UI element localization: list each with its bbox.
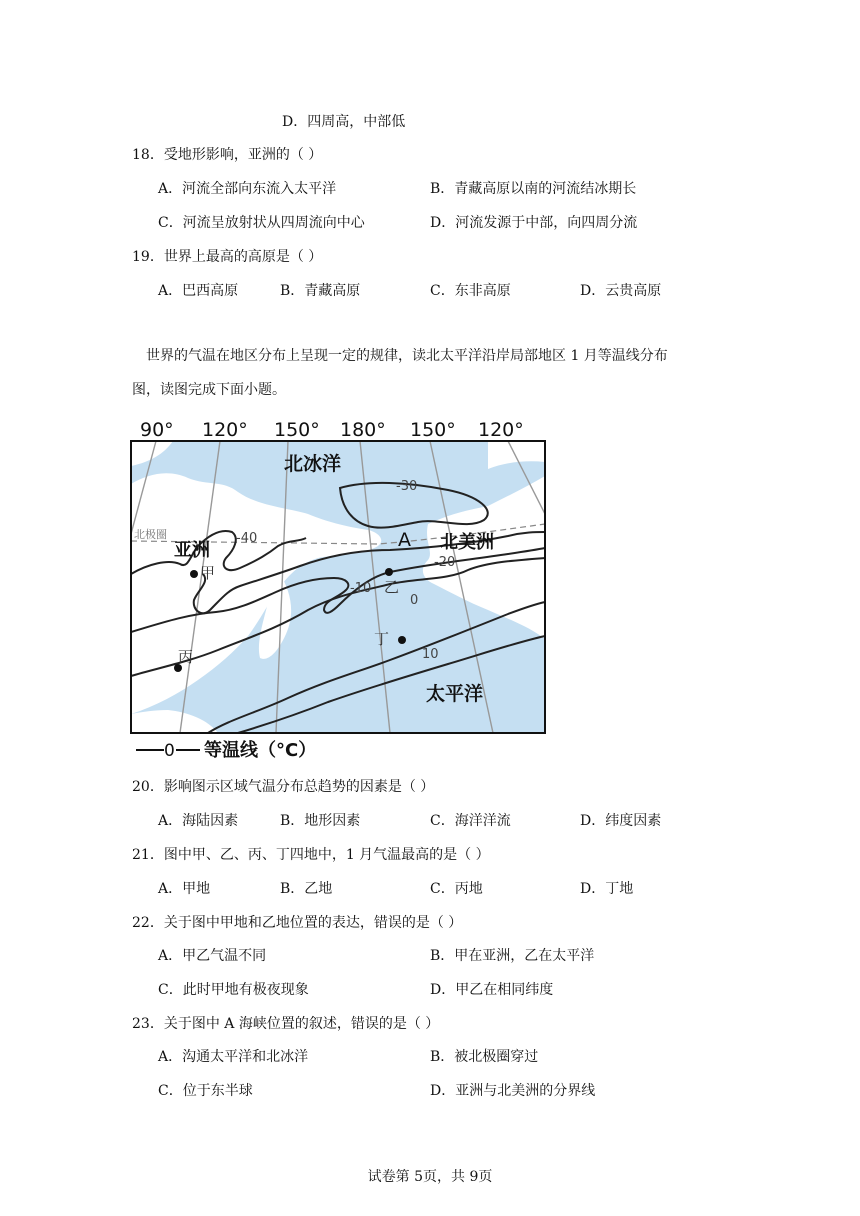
q23-option-d[interactable]: D．亚洲与北美洲的分界线 bbox=[430, 1083, 596, 1099]
isotherm-label-m10: -10 bbox=[350, 581, 372, 596]
isotherm-label-0: 0 bbox=[410, 593, 419, 608]
point-jia-label: 甲 bbox=[200, 564, 216, 582]
legend-value: 0 bbox=[164, 741, 175, 761]
q22-stem: 22．关于图中甲地和乙地位置的表达，错误的是（ ） bbox=[132, 915, 463, 931]
q20-stem: 20．影响图示区域气温分布总趋势的因素是（ ） bbox=[132, 779, 435, 795]
point-bing-label: 丙 bbox=[178, 648, 194, 666]
q21-option-a[interactable]: A．甲地 bbox=[158, 881, 211, 897]
q19-option-c[interactable]: C．东非高原 bbox=[430, 283, 511, 299]
isotherm-map bbox=[128, 414, 548, 764]
q20-option-d[interactable]: D．纬度因素 bbox=[580, 813, 662, 829]
intro-line-2: 图，读图完成下面小题。 bbox=[132, 382, 286, 398]
q20-option-b[interactable]: B．地形因素 bbox=[280, 813, 361, 829]
arctic-circle-label: 北极圈 bbox=[134, 528, 167, 541]
q21-option-c[interactable]: C．丙地 bbox=[430, 881, 483, 897]
point-jia-dot bbox=[190, 570, 198, 578]
q22-option-a[interactable]: A．甲乙气温不同 bbox=[158, 948, 267, 964]
q20-option-c[interactable]: C．海洋洋流 bbox=[430, 813, 511, 829]
q23-option-c[interactable]: C．位于东半球 bbox=[158, 1083, 253, 1099]
intro-line-1: 世界的气温在地区分布上呈现一定的规律，读北太平洋沿岸局部地区 1 月等温线分布 bbox=[146, 348, 668, 364]
q23-stem: 23．关于图中 A 海峡位置的叙述，错误的是（ ） bbox=[132, 1016, 440, 1032]
q20-option-a[interactable]: A．海陆因素 bbox=[158, 813, 239, 829]
q22-option-d[interactable]: D．甲乙在相同纬度 bbox=[430, 982, 554, 998]
isotherm-label-m20: -20 bbox=[434, 555, 456, 570]
lon-label-90: 90° bbox=[140, 419, 174, 441]
isotherm-label-m30: -30 bbox=[396, 479, 418, 494]
point-ding-label: 丁 bbox=[374, 630, 390, 648]
lon-label-120e: 120° bbox=[478, 419, 524, 441]
q19-option-d[interactable]: D．云贵高原 bbox=[580, 283, 662, 299]
point-ding-dot bbox=[398, 636, 406, 644]
north-america-label: 北美洲 bbox=[440, 532, 494, 553]
strait-a-label: A bbox=[398, 529, 411, 551]
q18-stem: 18．受地形影响，亚洲的（ ） bbox=[132, 147, 323, 163]
q21-option-d[interactable]: D．丁地 bbox=[580, 881, 634, 897]
q21-option-b[interactable]: B．乙地 bbox=[280, 881, 333, 897]
point-yi-label: 乙 bbox=[384, 578, 400, 596]
legend-text: 等温线（°C） bbox=[204, 740, 317, 761]
lon-label-150w: 150° bbox=[274, 419, 320, 441]
lon-label-120: 120° bbox=[202, 419, 248, 441]
q22-option-c[interactable]: C．此时甲地有极夜现象 bbox=[158, 982, 309, 998]
point-yi-dot bbox=[385, 568, 393, 576]
q22-option-b[interactable]: B．甲在亚洲，乙在太平洋 bbox=[430, 948, 595, 964]
isotherm-label-m40: -40 bbox=[236, 531, 258, 546]
lon-label-150e: 150° bbox=[410, 419, 456, 441]
q21-stem: 21．图中甲、乙、丙、丁四地中，1 月气温最高的是（ ） bbox=[132, 847, 490, 863]
q18-option-a[interactable]: A．河流全部向东流入太平洋 bbox=[158, 181, 337, 197]
q23-option-a[interactable]: A．沟通太平洋和北冰洋 bbox=[158, 1049, 309, 1065]
q23-option-b[interactable]: B．被北极圈穿过 bbox=[430, 1049, 539, 1065]
q18-option-d[interactable]: D．河流发源于中部，向四周分流 bbox=[430, 215, 638, 231]
q18-option-c[interactable]: C．河流呈放射状从四周流向中心 bbox=[158, 215, 365, 231]
page-footer: 试卷第 5页，共 9页 bbox=[367, 1169, 493, 1185]
isotherm-label-10: 10 bbox=[422, 647, 439, 662]
q19-stem: 19．世界上最高的高原是（ ） bbox=[132, 249, 323, 265]
q19-option-b[interactable]: B．青藏高原 bbox=[280, 283, 361, 299]
lon-label-180: 180° bbox=[340, 419, 386, 441]
arctic-ocean-label: 北冰洋 bbox=[284, 453, 342, 475]
pacific-ocean-label: 太平洋 bbox=[426, 683, 484, 705]
q17-option-d: D．四周高，中部低 bbox=[282, 114, 406, 130]
q19-option-a[interactable]: A．巴西高原 bbox=[158, 283, 239, 299]
q18-option-b[interactable]: B．青藏高原以南的河流结冰期长 bbox=[430, 181, 637, 197]
asia-label: 亚洲 bbox=[174, 540, 210, 561]
